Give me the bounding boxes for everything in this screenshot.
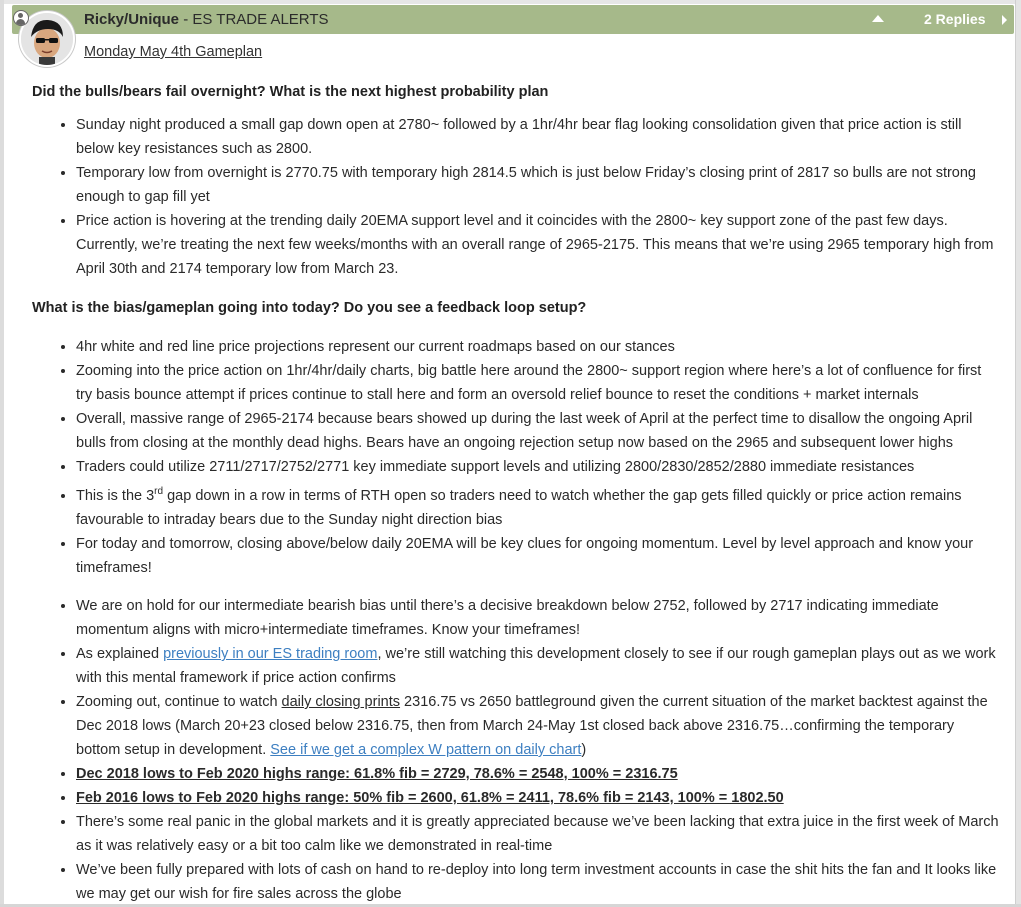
gap-text: This is the 3 <box>76 488 155 504</box>
daily-closing-prints-text: daily closing prints <box>281 694 401 710</box>
bullet-list-1 <box>32 113 1000 281</box>
es-trading-room-link[interactable]: previously in our ES trading room <box>163 646 378 662</box>
zoom-close-paren: ) <box>581 742 587 758</box>
list-item: • We are on hold for our intermediate bearish bias until there’s a decisive breakdown below 2752, followed by 2717 indicating immediate momentum aligns with micro+intermediate timeframes. Know your timeframes! <box>76 594 1000 642</box>
complex-w-pattern-link[interactable]: See if we get a complex W pattern on daily chart <box>270 742 582 758</box>
post-body <box>32 72 1000 906</box>
zoom-text: Zooming out, continue to watch <box>76 694 282 710</box>
list-item: • Zooming into the price action on 1hr/4hr/daily charts, big battle here around the 2800~ support region where here’s a lot of confluence for first try basis bounce attempt if prices continue to stall here and form an oversold relief bounce to reset the conditions + market internals <box>76 359 1000 407</box>
replies-button[interactable]: 2 Replies <box>924 11 986 27</box>
explained-text: As explained <box>76 646 164 662</box>
list-item <box>76 642 1000 690</box>
gap-text-rest: gap down in a row in terms of RTH open so traders need to watch whether the gap gets filled quickly or price action remains favourable to intraday bears due to the Sunday night direction bias <box>76 488 962 528</box>
explained-text-rest: , we’re still watching this development closely to see if our rough gameplan plays out as we work with this mental framework if price action confirms <box>76 646 996 686</box>
user-profile-icon[interactable] <box>13 10 29 26</box>
list-item: • 4hr white and red line price projections represent our current roadmaps based on our stances <box>76 335 1000 359</box>
window-left-border <box>0 0 4 907</box>
list-item <box>76 484 1000 532</box>
question-heading-2: What is the bias/gameplan going into today? Do you see a feedback loop setup? <box>32 300 587 316</box>
author-name[interactable]: Ricky/Unique <box>84 11 180 28</box>
fib-levels-dec2018: • Dec 2018 lows to Feb 2020 highs range: 61.8% fib = 2729, 78.6% = 2548, 100% = 2316.75 <box>76 762 1000 786</box>
post-header-bar <box>12 5 1014 34</box>
list-item <box>76 690 1000 762</box>
post-title-link[interactable]: Monday May 4th Gameplan <box>84 44 263 60</box>
list-item: • For today and tomorrow, closing above/below daily 20EMA will be key clues for ongoing momentum. Level by level approach and know your timeframes! <box>76 532 1000 580</box>
list-item: • We’ve been fully prepared with lots of cash on hand to re-deploy into long term investment accounts in case the shit hits the fan and It looks like we may get our wish for fire sales across the globe <box>76 858 1000 906</box>
bullet-list-2 <box>32 335 1000 580</box>
chevron-right-icon[interactable] <box>1002 15 1007 25</box>
fib-levels-feb2016: • Feb 2016 lows to Feb 2020 highs range: 50% fib = 2600, 61.8% = 2411, 78.6% fib = 2143, 100% = 1802.50 <box>76 786 1000 810</box>
channel-name: ES TRADE ALERTS <box>192 11 329 28</box>
list-item: • Overall, massive range of 2965-2174 because bears showed up during the last week of April at the perfect time to disallow the ongoing April bulls from closing at the monthly dead highs. Bears have an ongoing rejection setup now based on the 2965 and subsequent lower highs <box>76 407 1000 455</box>
list-item: • Price action is hovering at the trending daily 20EMA support level and it coincides with the 2800~ key support zone of the past few days. Currently, we’re treating the next few weeks/months with an overall range of 2965-2175. This means that we’re using 2965 temporary high from April 30th and 2174 temporary low from March 23. <box>76 209 1000 281</box>
window-top-border <box>0 0 1021 4</box>
bullet-list-3 <box>32 594 1000 906</box>
list-item: • Sunday night produced a small gap down open at 2780~ followed by a 1hr/4hr bear flag looking consolidation given that price action is still below key resistances such as 2800. <box>76 113 1000 161</box>
ordinal-suffix: rd <box>154 486 164 498</box>
list-item: • There’s some real panic in the global markets and it is greatly appreciated because we’ve been lacking that extra juice in the first week of March as it was relatively easy or a bit too calm like we demonstrated in real-time <box>76 810 1000 858</box>
zoom-text-rest: 2316.75 vs 2650 battleground given the current situation of the market backtest against the Dec 2018 lows (March 20+23 closed below 2316.75, then from March 24-May 1st closed back above 2316.75…confirming the temporary bottom setup in development. <box>76 694 988 758</box>
list-item: • Traders could utilize 2711/2717/2752/2771 key immediate support levels and utilizing 2800/2830/2852/2880 immediate resistances <box>76 455 1000 479</box>
collapse-up-icon[interactable] <box>872 15 884 22</box>
scrollbar[interactable] <box>1015 0 1021 907</box>
post-author-line <box>84 11 329 28</box>
author-separator: - <box>179 11 193 28</box>
list-item: • Temporary low from overnight is 2770.75 with temporary high 2814.5 which is just below Friday’s closing print of 2817 so bulls are not strong enough to gap fill yet <box>76 161 1000 209</box>
question-heading-1: Did the bulls/bears fail overnight? What is the next highest probability plan <box>32 84 549 100</box>
